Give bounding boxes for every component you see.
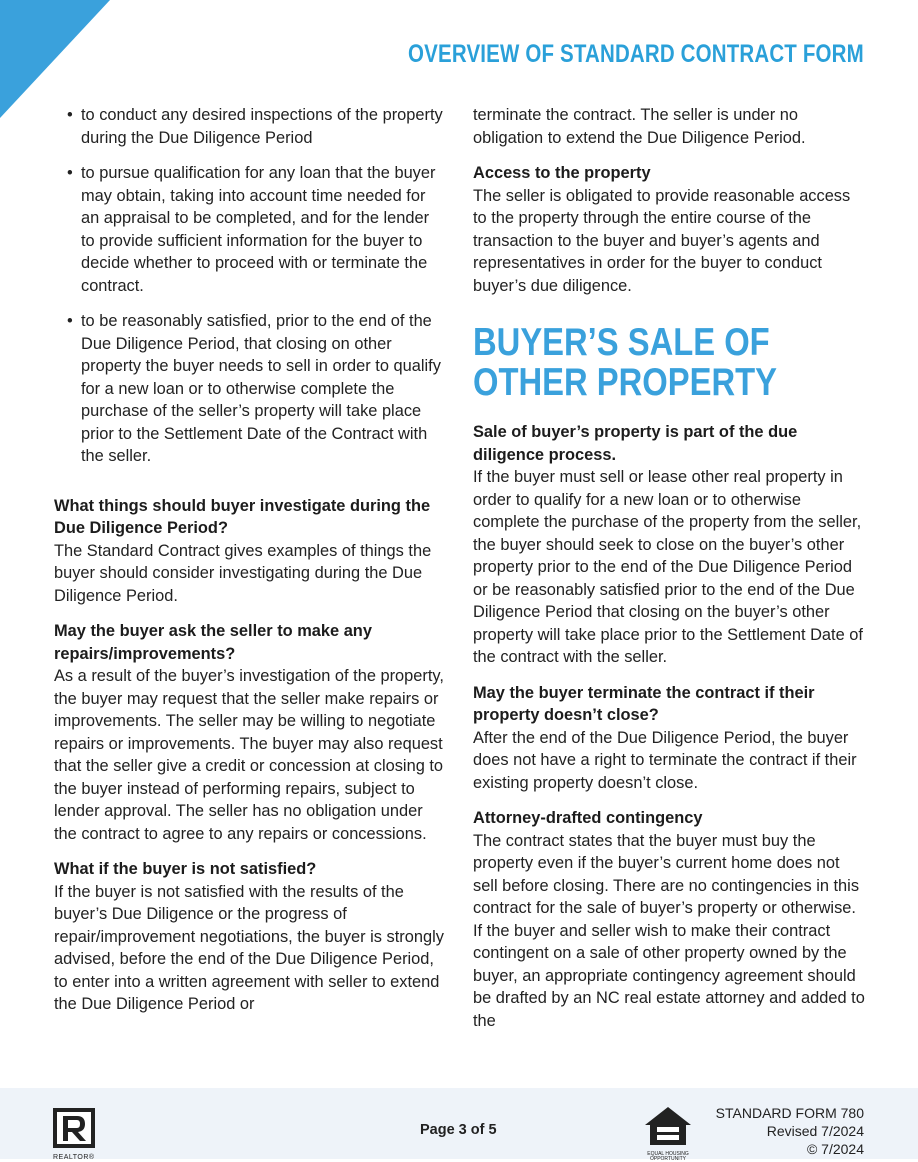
realtor-logo <box>53 1108 95 1161</box>
bullet-icon: • <box>67 312 73 330</box>
qa-block-not-satisfied <box>54 858 446 1016</box>
right-column <box>473 104 868 1045</box>
question-heading: Attorney-drafted contingency <box>473 809 703 827</box>
access-block <box>473 162 868 297</box>
qa-block-repairs <box>54 620 446 845</box>
qa-block-contingency <box>473 807 868 1032</box>
bullet-text: to conduct any desired inspections of the property during the Due Diligence Period <box>81 106 443 147</box>
equal-housing-logo <box>642 1105 694 1162</box>
question-heading: What things should buyer investigate during the Due Diligence Period? <box>54 496 431 537</box>
form-copyright: © 7/2024 <box>806 1141 864 1157</box>
answer-text: The seller is obligated to provide reasonable access to the property through the entire course of the transaction to the buyer and buyer’s agents and representatives in order for the buyer to conduct buyer’s due diligence. <box>473 186 851 295</box>
page-footer <box>0 1088 918 1162</box>
equal-housing-label: EQUAL HOUSING OPPORTUNITY <box>647 1151 689 1162</box>
form-name: STANDARD FORM 780 <box>715 1105 864 1121</box>
left-column <box>54 104 446 1029</box>
question-heading: May the buyer ask the seller to make any repairs/improvements? <box>54 622 372 663</box>
question-heading: What if the buyer is not satisfied? <box>54 860 317 878</box>
realtor-r-icon <box>53 1108 95 1148</box>
answer-text: As a result of the buyer’s investigation of the property, the buyer may request that the seller make repairs or improvements. The seller may be willing to negotiate repairs or improvements. The buyer may also request that the seller give a credit or concession at closing to the buyer instead of performing repairs, subject to lender approval. The seller has no obligation under the contract to agree to any repairs or concessions. <box>54 667 444 843</box>
list-item <box>54 104 446 149</box>
corner-decoration <box>0 0 110 118</box>
question-heading: Access to the property <box>473 164 651 182</box>
answer-text: After the end of the Due Diligence Period, the buyer does not have a right to terminate the contract if their existing property doesn’t close. <box>473 728 857 792</box>
form-revised: Revised 7/2024 <box>766 1123 864 1139</box>
equal-housing-house-icon <box>643 1105 693 1147</box>
bullet-text: to be reasonably satisfied, prior to the end of the Due Diligence Period, that closing on other property the buyer needs to sell in order to qualify for a new loan or to otherwise complete the purchase of the seller’s property will take place prior to the Settlement Date of the Contract with the seller. <box>81 312 441 465</box>
bullet-text: to pursue qualification for any loan that the buyer may obtain, taking into account time needed for an appraisal to be completed, and for the lender to provide sufficient information for the buyer to decide whether to proceed with or terminate the contract. <box>81 164 436 295</box>
bullet-icon: • <box>67 164 73 182</box>
question-heading: Sale of buyer’s property is part of the due diligence process. <box>473 423 798 464</box>
question-heading: May the buyer terminate the contract if their property doesn’t close? <box>473 683 815 724</box>
answer-text: If the buyer is not satisfied with the results of the buyer’s Due Diligence or the progress of repair/improvement negotiations, the buyer is strongly advised, before the end of the Due Diligence Period, to enter into a written agreement with seller to extend the Due Diligence Period or <box>54 882 444 1013</box>
section-title <box>473 323 805 403</box>
qa-block-terminate <box>473 682 868 795</box>
list-item <box>54 162 446 297</box>
bullet-icon: • <box>67 106 73 124</box>
page-header-title: OVERVIEW OF STANDARD CONTRACT FORM <box>408 40 864 68</box>
section-title-line: OTHER PROPERTY <box>473 361 777 404</box>
list-item <box>54 310 446 468</box>
page-number: Page 3 of 5 <box>420 1122 497 1138</box>
realtor-label: REALTOR® <box>53 1154 95 1161</box>
answer-text: If the buyer must sell or lease other real property in order to qualify for a new loan or to otherwise complete the purchase of the property from the seller, the buyer should seek to close on the buyer’s other property prior to the end of the Due Diligence Period or be reasonably satisfied prior to the end of the Due Diligence Period that closing on the buyer’s other property will take place prior to the Settlement Date of the contract with the seller. <box>473 468 863 666</box>
form-info <box>716 1104 864 1158</box>
answer-text: The contract states that the buyer must buy the property even if the buyer’s current home does not sell before closing. There are no contingencies in this contract for the sale of buyer’s property or otherwise. If the buyer and seller wish to make their contract contingent on a sale of other property owned by the buyer, an appropriate contingency agreement should be drafted by an NC real estate attorney and added to the <box>473 831 865 1030</box>
due-diligence-bullet-list <box>54 104 446 468</box>
continuation-text: terminate the contract. The seller is under no obligation to extend the Due Diligence Period. <box>473 106 806 147</box>
section-title-line: BUYER’S SALE OF <box>473 321 770 364</box>
answer-text: The Standard Contract gives examples of things the buyer should consider investigating during the Due Diligence Period. <box>54 541 432 605</box>
qa-block-sale-process <box>473 421 868 669</box>
qa-block-investigate <box>54 495 446 608</box>
